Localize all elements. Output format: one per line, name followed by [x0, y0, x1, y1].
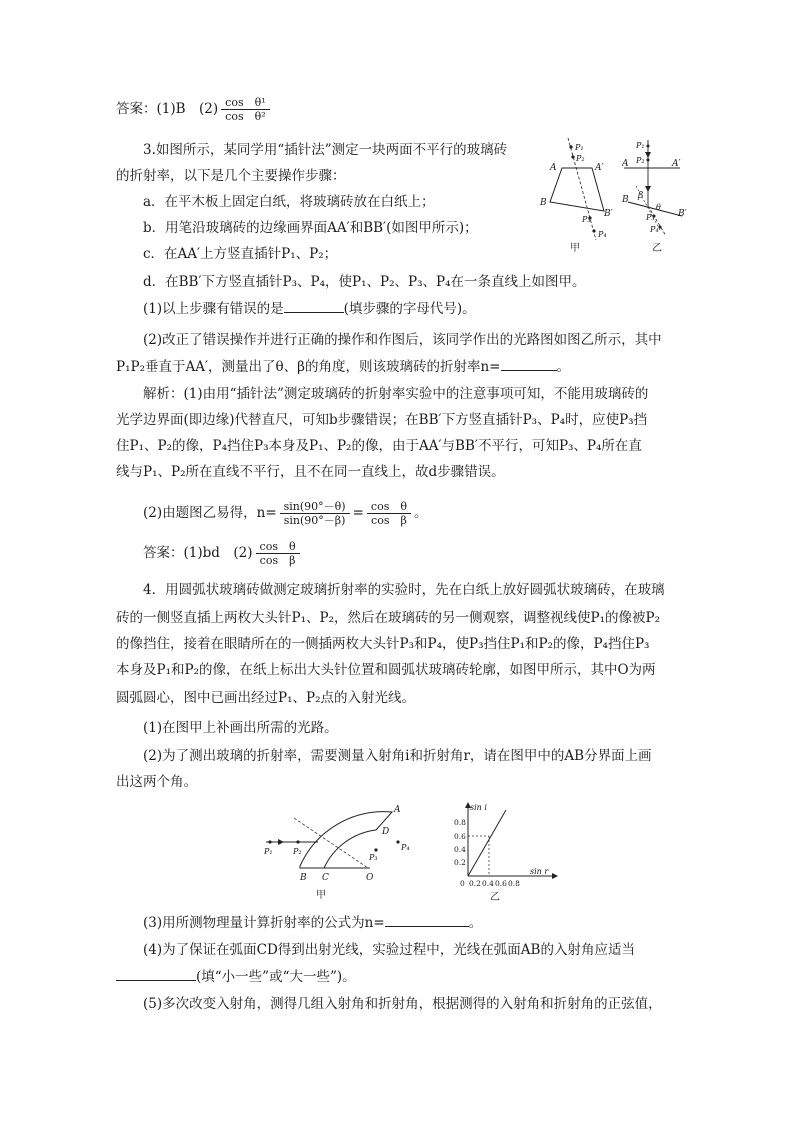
label-A-prime: A′: [672, 159, 681, 169]
answer-blank: [501, 356, 557, 371]
q3-line-2: 的折射率，以下是几个主要操作步骤：: [116, 168, 346, 184]
interface-BB: [628, 202, 682, 216]
q3-step-b: b．用笔沿玻璃砖的边缘画界面AA′和BB′(如图甲所示)；: [143, 220, 478, 236]
fraction: $\frac{\text{cos θ}}{\text{cos β}}$: [256, 540, 300, 567]
label-C: C: [322, 873, 329, 883]
y-tick-label: 0.6: [454, 832, 466, 841]
q3-sub-2-cont: P₁P₂垂直于AA′，测量出了θ、β的角度，则该玻璃砖的折射率n= 。: [116, 356, 676, 377]
label-P3: P₃: [369, 853, 378, 862]
label-P4: P₄: [401, 843, 410, 852]
label-P3: P₃: [582, 215, 591, 224]
label-B: B: [622, 195, 629, 205]
label-A: A: [550, 163, 557, 173]
x-tick-label: 0.4: [482, 879, 494, 888]
answer-blank: [116, 966, 196, 981]
figure-caption: 乙: [652, 243, 662, 254]
arrow-icon: [645, 152, 651, 158]
label-P1: P₁: [575, 143, 584, 152]
q4-sub-5: (5)多次改变入射角，测得几组入射角和折射角，根据测得的入射角和折射角的正弦值，: [143, 996, 662, 1012]
pin-p1: [569, 145, 572, 148]
label-P4: P₄: [650, 225, 659, 234]
figure-trapezoid-glass: [538, 136, 618, 254]
label-P2: P₂: [576, 154, 585, 163]
label-D: D: [382, 827, 390, 837]
sol3-line-5: (2)由题图乙易得，n= $\frac{\sin(90^\circ-\theta)}{\sin(90^\circ-\beta)}$ = $\frac{\text{cos θ}}{\text{cos β}}$ 。: [143, 500, 428, 527]
q4-line-3: 的像挡住，接着在眼睛所在的一侧插两枚大头针P₃和P₄，使P₃挡住P₁和P₂的像，P₄挡住P₃: [116, 636, 650, 652]
label-A-prime: A′: [595, 163, 604, 173]
figure-caption: 甲: [570, 243, 580, 254]
label-O: O: [366, 873, 374, 883]
y-tick-label: 0.8: [454, 818, 466, 827]
label-B-prime: B′: [604, 209, 613, 219]
figure-sin-graph: [438, 800, 558, 904]
q3-sub-2: (2)改正了错误操作并进行正确的操作和作图后，该同学作出的光路图如图乙所示，其中: [143, 332, 662, 348]
q4-line-2: 砖的一侧竖直插上两枚大头针P₁、P₂，然后在玻璃砖的另一侧观察，调整视线使P₁的像被P₂: [116, 610, 660, 626]
normal-line: [294, 818, 368, 868]
fraction: $\frac{\text{cos θ¹}}{\text{cos θ²}}$: [221, 96, 269, 123]
label-B: B: [300, 873, 307, 883]
q4-sub-2: (2)为了测出玻璃的折射率，需要测量入射角i和折射角r，请在图甲中的AB分界面上画: [143, 748, 652, 764]
q4-sub-1: (1)在图甲上补画出所需的光路。: [143, 720, 338, 736]
label-P3: P₃: [646, 213, 655, 222]
q4-line-1: 4．用圆弧状玻璃砖做测定玻璃折射率的实验时，先在白纸上放好圆弧状玻璃砖，在玻璃: [143, 582, 665, 598]
y-tick-label: 0.4: [454, 845, 466, 854]
y-tick-label: 0.2: [454, 858, 466, 867]
label-P4: P₄: [598, 230, 607, 239]
answer-1: 答案：(1)B (2) $\frac{\text{cos θ¹}}{\text{cos θ²}}$: [116, 96, 676, 123]
figure-caption: 甲: [316, 890, 326, 901]
pin-p2: [571, 155, 574, 158]
label-beta: β: [638, 191, 644, 201]
answer-blank: [385, 912, 469, 927]
glass-block-outline: [550, 168, 604, 211]
sol3-line-2: 光学边界面(即边缘)代替直尺，可知b步骤错误；在BB′下方竖直插针P₃、P₄时，应使P₃挡: [116, 412, 648, 428]
fraction: $\frac{\sin(90^\circ-\theta)}{\sin(90^\circ-\beta)}$: [280, 500, 350, 527]
q4-line-4: 本身及P₁和P₂的像，在纸上标出大头针位置和圆弧状玻璃砖轮廓，如图甲所示，其中O为两: [116, 662, 656, 678]
label-B: B: [540, 198, 547, 208]
arrow-icon: [278, 839, 284, 845]
q4-sub-3: (3)用所测物理量计算折射率的公式为n= 。: [143, 912, 703, 933]
label-B-prime: B′: [678, 209, 687, 219]
data-line: [468, 810, 506, 876]
figure-light-path-analysis: [622, 136, 698, 254]
pin-p4: [592, 229, 595, 232]
sol3-line-3: 住P₁、P₂的像，P₄挡住P₃本身及P₁、P₂的像，由于AA′与BB′不平行，可知P₃、P₄所在直: [116, 438, 642, 454]
pin-p4: [659, 226, 662, 229]
q4-sub-4: (4)为了保证在弧面CD得到出射光线，实验过程中，光线在弧面AB的入射角应适当: [143, 942, 635, 958]
label-P1: P₁: [264, 847, 273, 856]
q4-sub-2-cont: 出这两个角。: [116, 774, 197, 790]
y-label: sin i: [470, 803, 487, 812]
pin-p3: [374, 848, 377, 851]
sol3-line-1: 解析：(1)由用“插针法”测定玻璃砖的折射率实验中的注意事项可知，不能用玻璃砖的: [143, 386, 649, 402]
x-label: sin r: [530, 867, 549, 876]
label-P1: P₁: [636, 141, 645, 150]
q3-sub-1: (1)以上步骤有错误的是 (填步骤的字母代号)。: [143, 298, 703, 319]
origin-label: 0: [460, 879, 465, 888]
pin-p1: [268, 840, 271, 843]
label-A: A: [622, 159, 629, 169]
answer-3: 答案：(1)bd (2) $\frac{\text{cos θ}}{\text{cos β}}$: [143, 540, 703, 567]
figure-caption: 乙: [490, 892, 500, 903]
label-theta: θ: [656, 203, 661, 212]
label-P2: P₂: [636, 156, 645, 165]
arrow-icon: [645, 186, 651, 192]
figure-arc-glass: [258, 800, 418, 904]
sol3-line-4: 线与P₁、P₂所在直线不平行，且不在同一直线上，故d步骤错误。: [116, 464, 505, 480]
arrow-icon: [552, 873, 558, 879]
q3-step-c: c．在AA′上方竖直插针P₁、P₂；: [143, 246, 338, 262]
x-tick-label: 0.2: [469, 879, 481, 888]
label-A: A: [394, 805, 401, 815]
pin-p4: [396, 840, 399, 843]
label-P2: P₂: [293, 847, 302, 856]
q3-step-d: d．在BB′下方竖直插针P₃、P₄，使P₁、P₂、P₃、P₄在一条直线上如图甲。: [143, 274, 586, 290]
x-tick-label: 0.8: [508, 879, 520, 888]
q4-sub-4-cont: (填“小一些”或“大一些”)。: [116, 966, 676, 987]
fraction: $\frac{\text{cos θ}}{\text{cos β}}$: [367, 500, 411, 527]
answer-blank: [284, 298, 344, 313]
q3-line-1: 3.如图所示，某同学用“插针法”测定一块两面不平行的玻璃砖: [143, 142, 508, 158]
x-tick-label: 0.6: [495, 879, 507, 888]
q3-step-a: a．在平木板上固定白纸，将玻璃砖放在白纸上；: [143, 194, 435, 210]
arc-glass-outline: [300, 812, 392, 868]
pin-p2: [296, 840, 299, 843]
q4-line-5: 圆弧圆心，图中已画出经过P₁、P₂点的入射光线。: [116, 690, 415, 706]
pin-p2: [647, 159, 650, 162]
pin-p1: [647, 145, 650, 148]
